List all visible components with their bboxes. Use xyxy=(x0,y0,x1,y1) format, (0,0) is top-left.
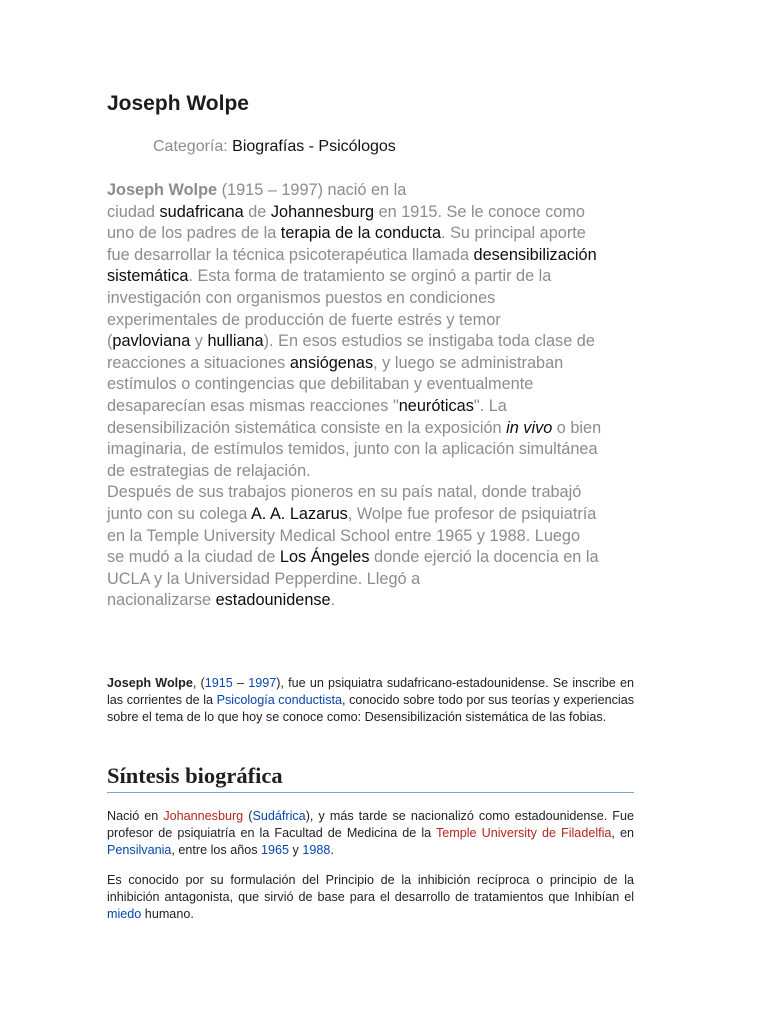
bio-text: en 1915. Se le conoce como xyxy=(374,202,585,221)
bio-text: . xyxy=(330,591,336,610)
link-sudafricana[interactable]: sudafricana xyxy=(159,202,244,221)
bio-text: ". La xyxy=(473,396,507,415)
link-1988[interactable]: 1988 xyxy=(302,843,331,857)
wiki-section-body-2 xyxy=(107,872,634,923)
link-1997[interactable]: 1997 xyxy=(248,676,277,690)
bio-text: junto con su colega xyxy=(107,504,251,523)
bio-text: reacciones a situaciones xyxy=(107,353,290,372)
link-estadounidense[interactable]: estadounidense xyxy=(215,591,331,610)
bio-line xyxy=(107,266,667,288)
wiki-text: humano. xyxy=(141,907,194,921)
wiki-name: Joseph Wolpe xyxy=(107,676,193,690)
bio-line: en la Temple University Medical School entre 1965 y 1988. Luego xyxy=(107,526,581,545)
bio-text: , Wolpe fue profesor de psiquiatría xyxy=(347,504,597,523)
wiki-text: , conocido sobre todo por sus teorías y experiencias sobre el tema de lo que hoy se conoce como: Desensibilización sistemática de las fobias. xyxy=(107,693,635,724)
bio-line xyxy=(107,245,667,267)
bio-line: Después de sus trabajos pioneros en su país natal, donde trabajó xyxy=(107,483,582,502)
link-1915[interactable]: 1915 xyxy=(204,676,233,690)
category-link[interactable]: Biografías - Psicólogos xyxy=(232,138,396,155)
bio-text: donde ejerció la docencia en la xyxy=(369,548,599,567)
bio-text: ( xyxy=(107,332,113,351)
wiki-text: Es conocido por su formulación del Principio de la inhibición recíproca o principio de la inhibición antagonista, que sirvió de base para el desarrollo de tratamientos que Inhibían el xyxy=(107,873,634,904)
bio-line xyxy=(107,590,667,612)
wiki-text: , entre los años xyxy=(171,843,262,857)
bio-text: fue desarrollar la técnica psicoterapéutica llamada xyxy=(107,245,474,264)
wiki-text: , en xyxy=(611,826,634,840)
section-heading: Síntesis biográfica xyxy=(107,762,634,793)
wiki-text: – xyxy=(232,676,249,690)
bio-line xyxy=(107,547,667,569)
wiki-intro xyxy=(107,675,634,726)
bio-line xyxy=(107,331,667,353)
bio-text: nacionalizarse xyxy=(107,591,216,610)
bio-text: uno de los padres de la xyxy=(107,224,281,243)
link-terapia-conducta[interactable]: terapia de la conducta xyxy=(280,224,442,243)
link-sudafrica[interactable]: Sudáfrica xyxy=(252,809,306,823)
bio-text: . Esta forma de tratamiento se orginó a partir de la xyxy=(188,267,552,286)
wiki-text: Nació en xyxy=(107,809,164,823)
bio-text: se mudó a la ciudad de xyxy=(107,548,280,567)
bio-text: ciudad xyxy=(107,202,160,221)
wiki-paragraph xyxy=(107,808,634,859)
bio-line: experimentales de producción de fuerte estrés y temor xyxy=(107,310,501,329)
bio-text: ). En esos estudios se instigaba toda clase de xyxy=(263,332,595,351)
wiki-text: ( xyxy=(243,809,253,823)
bio-line xyxy=(107,202,667,224)
bio-line: UCLA y la Universidad Pepperdine. Llegó a xyxy=(107,569,421,588)
link-neuroticas[interactable]: neuróticas xyxy=(398,396,474,415)
bio-line: imaginaria, de estímulos temidos, junto con la aplicación simultánea xyxy=(107,440,598,459)
wiki-section-body xyxy=(107,808,634,859)
link-los-angeles[interactable]: Los Ángeles xyxy=(279,548,370,567)
bio-text: y xyxy=(190,332,208,351)
bio-text: desaparecían esas mismas reacciones " xyxy=(107,396,399,415)
bio-text: , y luego se administraban xyxy=(373,353,564,372)
wiki-text: , ( xyxy=(192,676,205,690)
link-sistematica[interactable]: sistemática xyxy=(107,267,189,286)
bio-line: estímulos o contingencias que debilitaban y eventualmente xyxy=(107,375,534,394)
link-hulliana[interactable]: hulliana xyxy=(207,332,264,351)
wiki-text: . xyxy=(330,843,334,857)
bio-name: Joseph Wolpe xyxy=(107,181,218,199)
link-1965[interactable]: 1965 xyxy=(261,843,290,857)
bio-text: (1915 – 1997) nació en la xyxy=(217,181,407,199)
bio-line xyxy=(107,396,667,418)
bio-line xyxy=(107,223,667,245)
page-title: Joseph Wolpe xyxy=(107,92,249,115)
in-vivo-italic: in vivo xyxy=(506,418,553,437)
link-lazarus[interactable]: A. A. Lazarus xyxy=(250,504,348,523)
link-desensibilizacion[interactable]: desensibilización xyxy=(473,245,597,264)
bio-line xyxy=(107,180,667,202)
link-ansiogenas[interactable]: ansiógenas xyxy=(289,353,374,372)
wiki-intro-paragraph xyxy=(107,675,634,726)
wiki-text: ), y más tarde se nacionalizó como estadounidense. Fue profesor de psiquiatría en la Facultad de Medicina de la xyxy=(107,809,634,840)
link-pensilvania[interactable]: Pensilvania xyxy=(107,843,172,857)
bio-line: de estrategias de relajación. xyxy=(107,461,311,480)
wiki-paragraph xyxy=(107,872,634,923)
bio-line xyxy=(107,353,667,375)
link-psicologia-conductista[interactable]: Psicología conductista xyxy=(216,693,343,707)
link-pavloviana[interactable]: pavloviana xyxy=(112,332,191,351)
bio-text: desensibilización sistemática consiste en la exposición xyxy=(107,418,507,437)
link-miedo[interactable]: miedo xyxy=(107,907,142,921)
category-label: Categoría: xyxy=(153,138,228,155)
wiki-text: y xyxy=(289,843,303,857)
bio-line xyxy=(107,418,667,440)
link-johannesburg-wiki[interactable]: Johannesburg xyxy=(163,809,244,823)
wiki-text: ), fue un psiquiatra sudafricano-estadounidense. Se inscribe en las corrientes de la xyxy=(107,676,634,707)
bio-text: de xyxy=(243,202,271,221)
category-line xyxy=(153,138,396,156)
bio-line xyxy=(107,504,667,526)
link-temple-university[interactable]: Temple University de Filadelfia xyxy=(435,826,612,840)
bio-line: investigación con organismos puestos en condiciones xyxy=(107,288,496,307)
bio-text: . Su principal aporte xyxy=(441,224,586,243)
link-johannesburg[interactable]: Johannesburg xyxy=(270,202,375,221)
bio-text: o bien xyxy=(552,418,602,437)
biography-paragraph xyxy=(107,180,667,612)
